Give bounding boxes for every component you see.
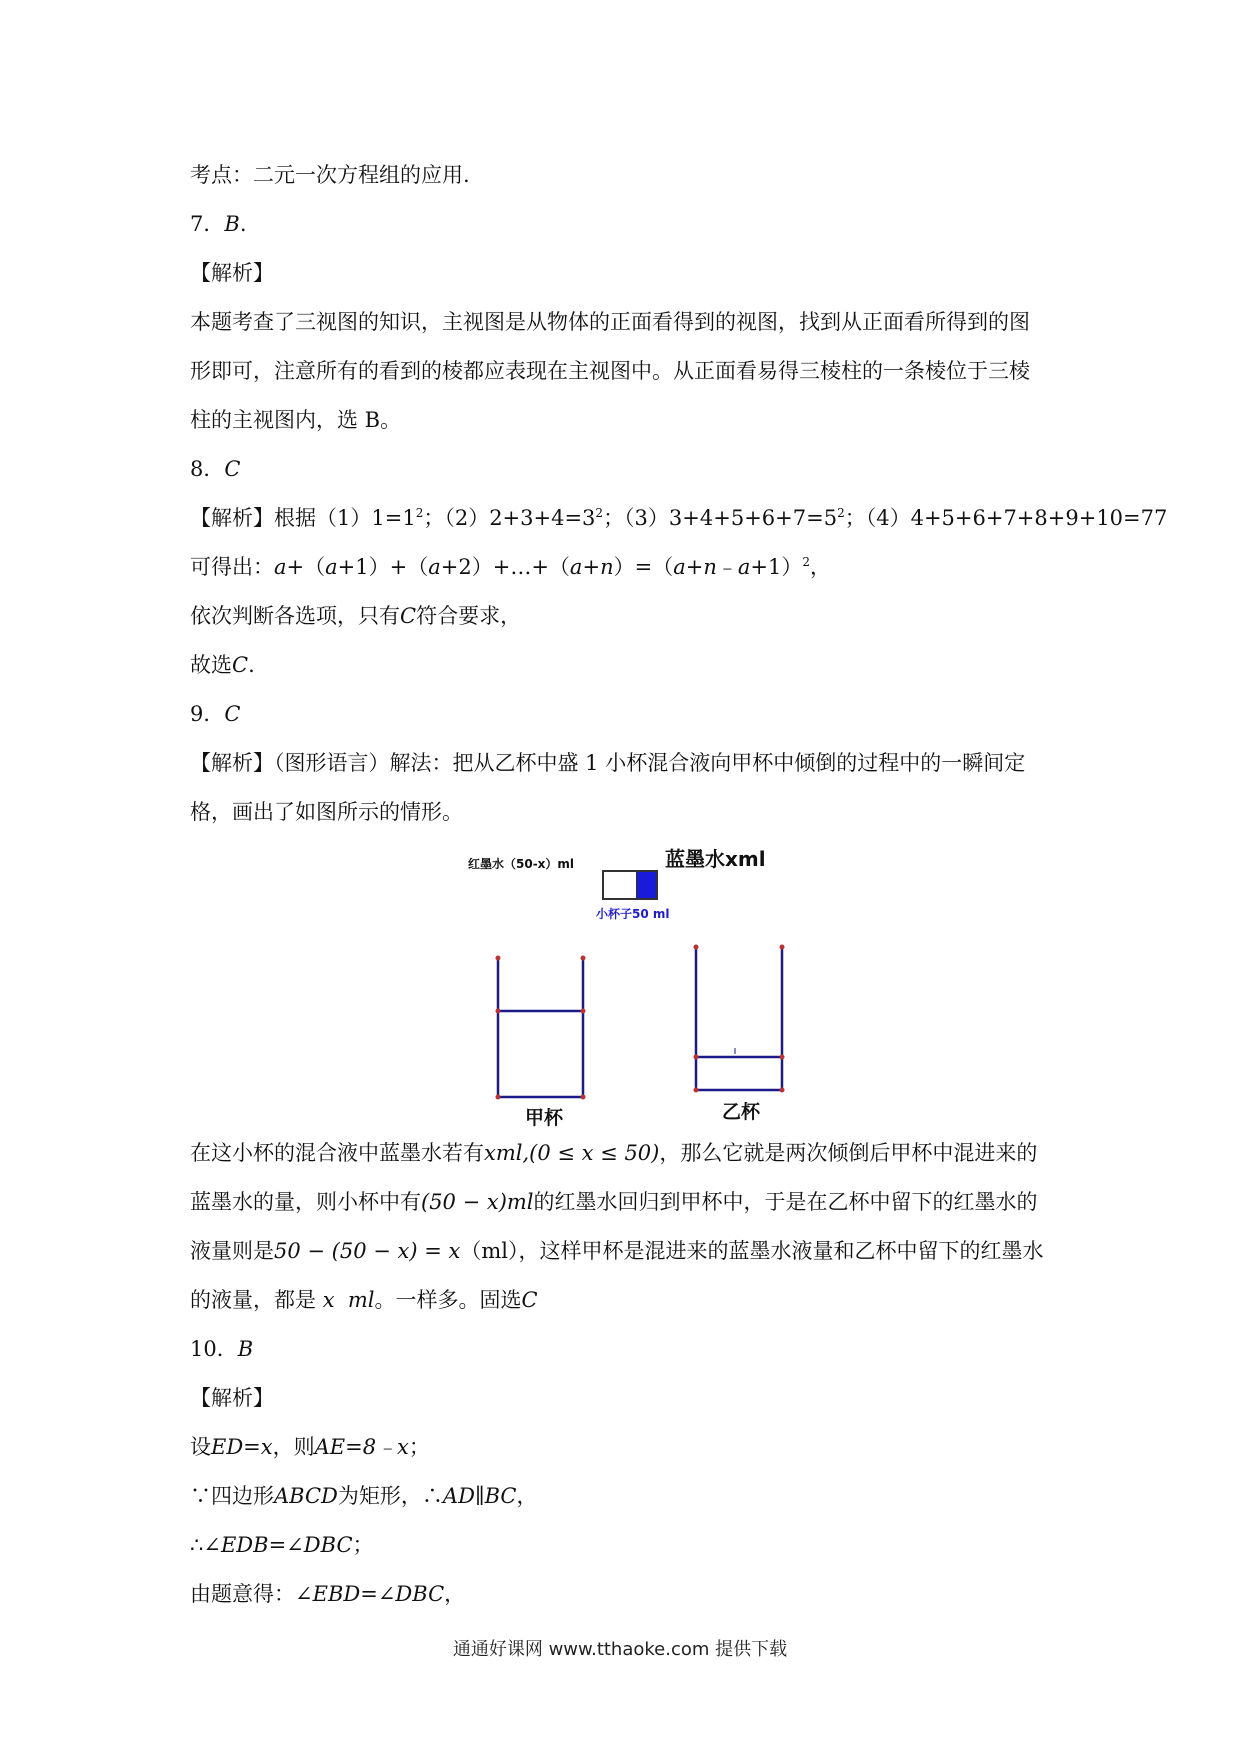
q7-explanation-line-3: 柱的主视图内，选 B。 <box>190 408 402 432</box>
jia-cup-vertices <box>496 956 586 1100</box>
kaodian-line: 考点：二元一次方程组的应用. <box>190 163 470 187</box>
q7-jiexi-heading: 【解析】 <box>190 261 274 285</box>
page-footer: 通通好课网 www.tthaoke.com 提供下载 <box>452 1639 788 1660</box>
cups-figure <box>460 835 800 1130</box>
small-cup-outline <box>603 871 637 899</box>
q8-explanation-line-1: 【解析】根据$(1)1=1^2$；$(2)2+3+4=3^2$；$(3)3+4+5+6+7=5^2$；（4）4+5+6+7+8+9+10=77 <box>190 506 1168 530</box>
jia-cup-label: 甲杯 <box>525 1107 564 1129</box>
q10-jiexi-heading: 【解析】 <box>190 1386 274 1410</box>
small-cup-blue-part <box>637 871 657 899</box>
yi-cup <box>696 947 782 1090</box>
q9-explanation-line-2: 格，画出了如图所示的情形。 <box>190 800 463 824</box>
red-ink-label: 红墨水（50-x）ml <box>468 857 575 871</box>
q9-answer-line: 9．C <box>190 702 241 726</box>
q10-line-3: ∴∠EDB=∠DBC； <box>190 1533 374 1557</box>
q7-explanation-line-2: 形即可，注意所有的看到的棱都应表现在主视图中。从正面看易得三棱柱的一条棱位于三棱 <box>190 359 1030 383</box>
q8-conclusion-line: 故选C. <box>190 653 255 677</box>
q8-formula-line: 可得出：a+（a+1）+（a+2）+…+（a+n）=（a+n﹣a+1）$^2$， <box>190 555 832 579</box>
q9-explanation-line-1: 【解析】（图形语言）解法：把从乙杯中盛 1 小杯混合液向甲杯中倾倒的过程中的一瞬间定 <box>190 751 1026 775</box>
q9-paragraph-line-2: 蓝墨水的量，则小杯中有(50 − x)ml的红墨水回归到甲杯中，于是在乙杯中留下的红墨水的 <box>190 1190 1038 1214</box>
q10-line-4: 由题意得：∠EBD=∠DBC， <box>190 1582 466 1606</box>
q8-explanation-line-3: 依次判断各选项，只有C符合要求， <box>190 604 522 628</box>
blue-ink-label: 蓝墨水xml <box>665 847 766 871</box>
q10-line-2: ∵四边形ABCD为矩形，∴AD∥BC， <box>190 1484 538 1508</box>
q7-answer-line: 7．B. <box>190 212 247 236</box>
q8-answer-line: 8．C <box>190 457 241 481</box>
cups-figure-svg <box>460 835 800 1130</box>
q10-answer-line: 10．B <box>190 1337 254 1361</box>
yi-cup-vertices <box>694 945 785 1093</box>
q9-paragraph-line-3: 液量则是50 − (50 − x) = x（ml），这样甲杯是混进来的蓝墨水液量和乙杯中留下的红墨水 <box>190 1239 1044 1263</box>
q10-line-1: 设ED=x，则AE=8﹣x； <box>190 1435 430 1459</box>
q9-paragraph-line-4: 的液量，都是 x ml。一样多。固选C <box>190 1288 538 1312</box>
jia-cup <box>498 958 583 1097</box>
yi-cup-label: 乙杯 <box>722 1101 761 1123</box>
q9-paragraph-line-1: 在这小杯的混合液中蓝墨水若有xml,(0 ≤ x ≤ 50)，那么它就是两次倾倒后甲杯中混进来的 <box>190 1141 1038 1165</box>
small-cup-label: 小杯子50 ml <box>596 907 670 921</box>
q7-explanation-line-1: 本题考查了三视图的知识，主视图是从物体的正面看得到的视图，找到从正面看所得到的图 <box>190 310 1030 334</box>
